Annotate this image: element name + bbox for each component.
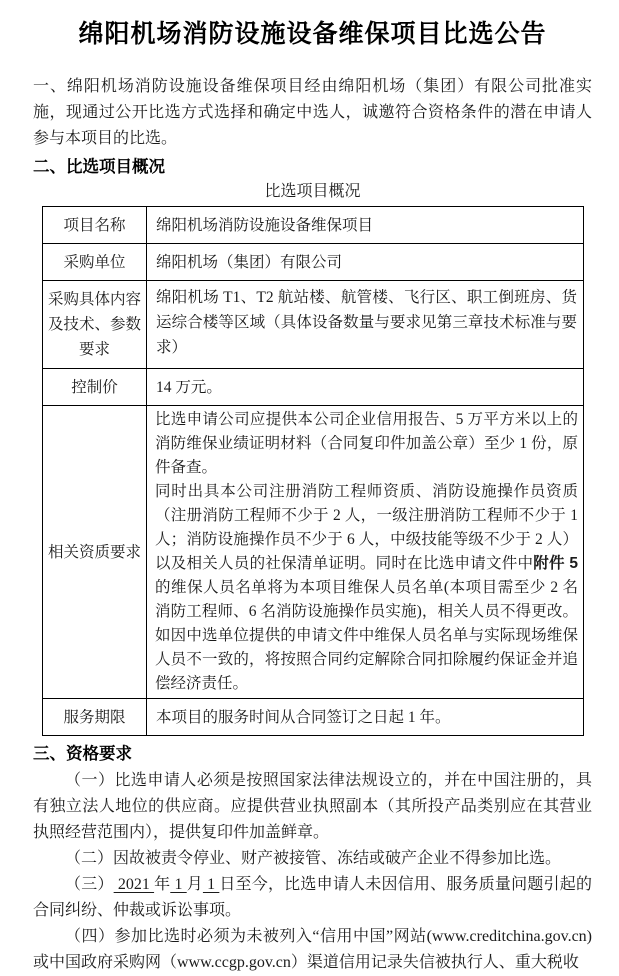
project-name-label: 项目名称 [43,207,147,244]
purchaser-value: 绵阳机场（集团）有限公司 [147,244,584,281]
req3-rest: 日至今，比选申请人未因信用、服务质量问题引起的合同纠纷、仲裁或诉讼事项。 [33,876,592,919]
service-period-value: 本项目的服务时间从合同签订之日起 1 年。 [147,699,584,736]
service-period-label: 服务期限 [43,699,147,736]
table-caption: 比选项目概况 [264,183,361,200]
project-overview-table [42,206,584,736]
qualification-text-before: 同时出具本公司注册消防工程师资质、消防设施操作员资质（注册消防工程师不少于 2 人，一级注册消防工程师不少于 1 人；消防设施操作员不少于 6 人，中级技能等级不少于 2 人）以及相关人员的社保清单证明。同时在比选申请文件中 [155,483,578,572]
req3-month-underlined: 1 [170,876,187,893]
control-price-label: 控制价 [43,369,147,406]
control-price-value: 14 万元。 [147,369,584,406]
req3-year-unit: 年 [154,876,171,893]
qualification-label: 相关资质要求 [43,406,147,699]
qualification-requirement-3 [33,872,592,924]
attachment-5-reference: 附件 5 [533,555,578,572]
req3-year-underlined: 2021 [113,876,155,893]
content-value: 绵阳机场 T1、T2 航站楼、航管楼、飞行区、职工倒班房、货运综合楼等区域（具体设备数量与要求见第三章技术标准与要求） [147,281,584,369]
content-label: 采购具体内容及技术、参数要求 [43,281,147,369]
document-title: 绵阳机场消防设施设备维保项目比选公告 [78,20,547,48]
req3-prefix: （三） [65,876,114,893]
purchaser-label: 采购单位 [43,244,147,281]
intro-paragraph: 一、绵阳机场消防设施设备维保项目经由绵阳机场（集团）有限公司批准实施，现通过公开比选方式选择和确定中选人，诚邀符合资格条件的潜在申请人参与本项目的比选。 [33,78,592,147]
req3-month-unit: 月 [186,876,203,893]
section3-heading: 三、资格要求 [33,745,132,763]
project-name-value: 绵阳机场消防设施设备维保项目 [147,207,584,244]
qualification-requirement-1: （一）比选申请人必须是按照国家法律法规设立的，并在中国注册的，具有独立法人地位的供应商。应提供营业执照副本（其所投产品类别应在其营业执照经营范围内），提供复印件加盖鲜章。 [33,772,592,841]
section2-heading: 二、比选项目概况 [33,158,165,176]
qualification-text-after: 的维保人员名单将为本项目维保人员名单(本项目需至少 2 名消防工程师、6 名消防设施操作员实施)，相关人员不得更改。如因中选单位提供的申请文件中维保人员名单与实际现场维保人员不一致的，将按照合同约定解除合同扣除履约保证金并追偿经济责任。 [155,579,578,692]
table-row-service-period [43,699,584,736]
table-row-purchaser [43,244,584,281]
qualification-requirement-4: （四）参加比选时必须为未被列入“信用中国”网站(www.creditchina.gov.cn)或中国政府采购网（www.ccgp.gov.cn）渠道信用记录失信被执行人、重大税收 [33,928,592,971]
table-row-content [43,281,584,369]
qualification-paragraph-1: 比选申请公司应提供本公司企业信用报告、5 万平方米以上的消防维保业绩证明材料（合同复印件加盖公章）至少 1 份，原件备查。 [155,411,578,476]
table-row-qualification [43,406,584,699]
req3-day-underlined: 1 [202,876,220,893]
qualification-value [147,406,584,699]
section3 [33,742,592,976]
table-row-project-name [43,207,584,244]
table-row-control-price [43,369,584,406]
qualification-paragraph-2 [155,480,578,696]
qualification-requirement-2: （二）因故被责令停业、财产被接管、冻结或破产企业不得参加比选。 [65,850,562,867]
